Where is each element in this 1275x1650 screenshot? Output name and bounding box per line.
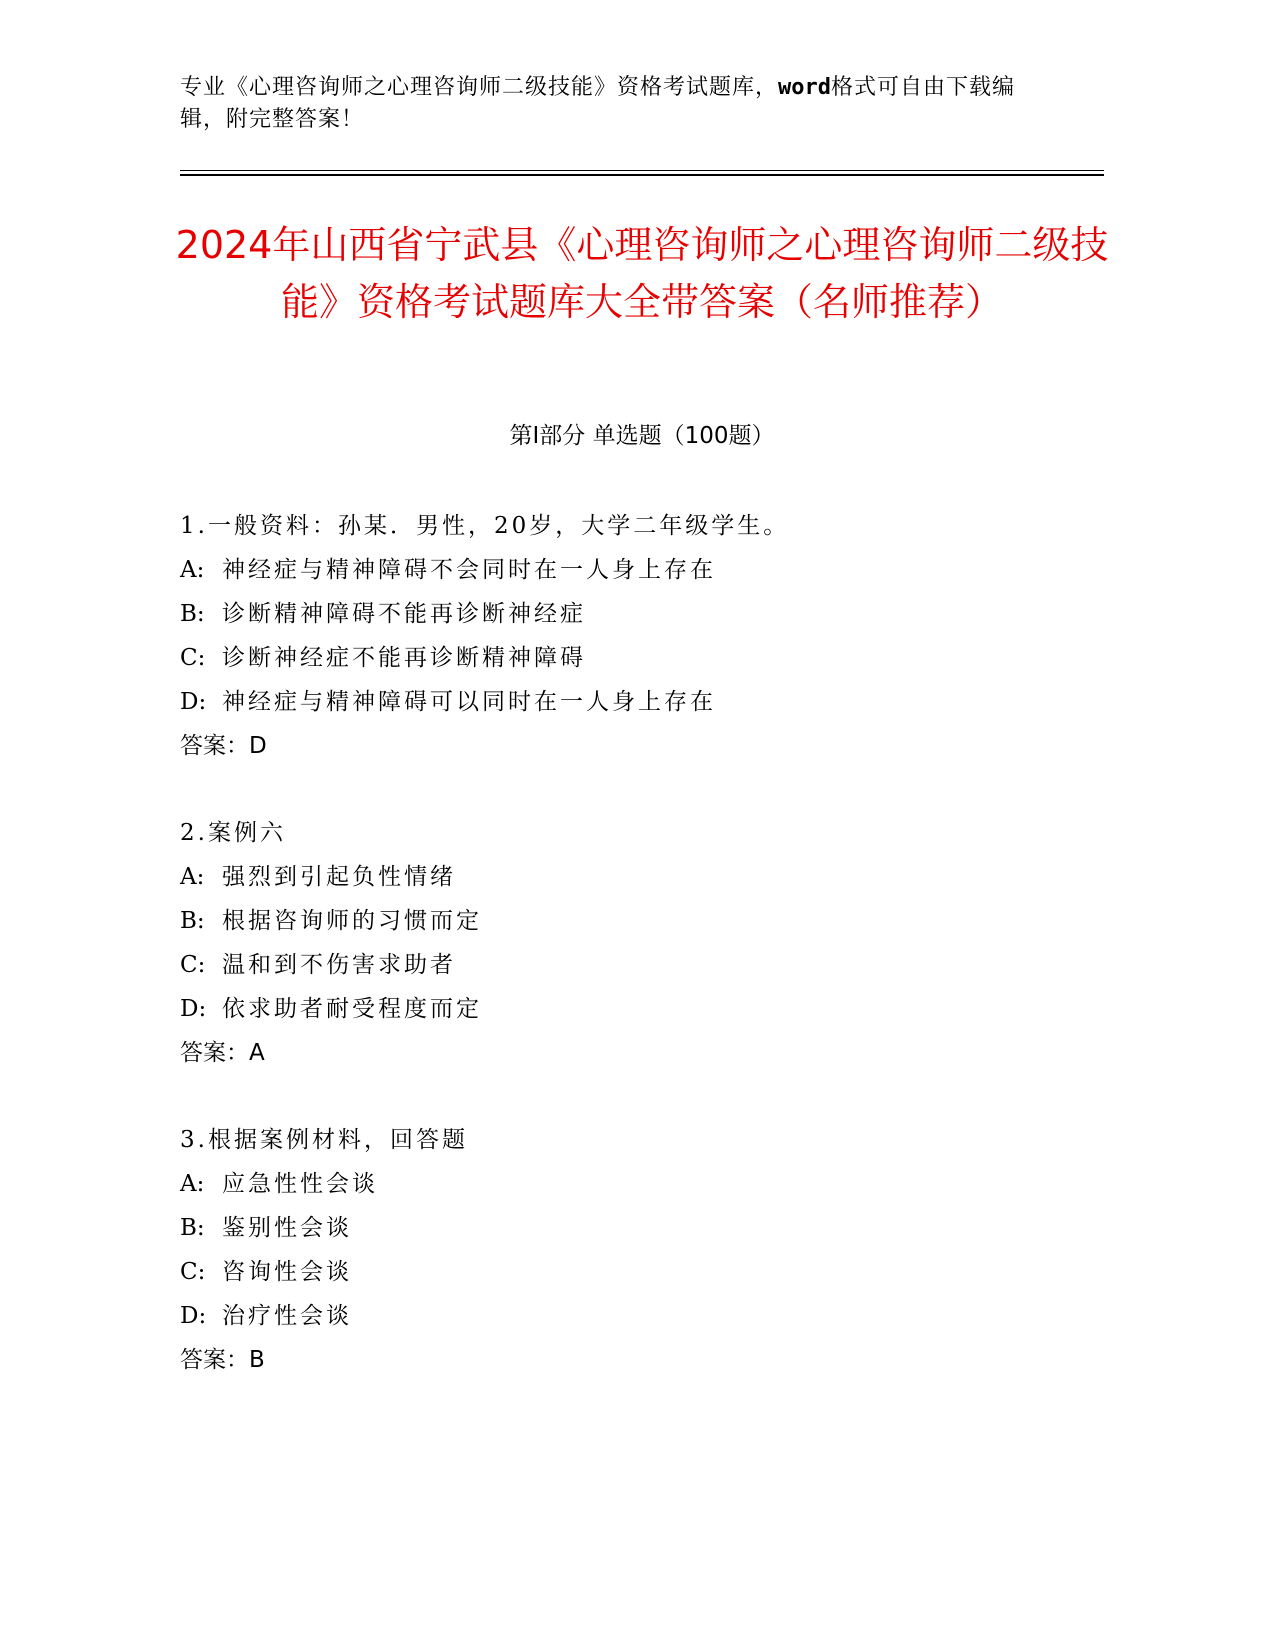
answer-line: 答案：B [180,1347,265,1373]
option-text: 诊断神经症不能再诊断精神障碍 [222,645,586,671]
option-key: A: [180,1171,205,1197]
question-stem: 3.根据案例材料，回答题 [180,1127,468,1153]
section-title: 第Ⅰ部分 单选题（100题） [509,423,775,449]
question-list [180,504,1100,1425]
document-title: 2024年山西省宁武县《心理咨询师之心理咨询师二级技能》资格考试题库大全带答案（名师推荐） [175,223,1109,324]
question-3 [180,1118,1100,1382]
option-a [180,1162,1100,1206]
header-note-word: word [778,75,831,100]
option-key: B: [180,1215,205,1241]
answer-line: 答案：D [180,733,267,759]
option-text: 诊断精神障碍不能再诊断神经症 [222,601,586,627]
option-c [180,1250,1100,1294]
option-b [180,592,1100,636]
header-note [180,72,1060,136]
option-d [180,987,1100,1031]
option-text: 咨询性会谈 [222,1259,352,1285]
option-c [180,636,1100,680]
option-key: C: [180,952,206,978]
option-text: 温和到不伤害求助者 [222,952,456,978]
option-key: B: [180,908,205,934]
option-key: D: [180,1303,207,1329]
option-c [180,943,1100,987]
question-stem: 1.一般资料：孙某．男性，20岁，大学二年级学生。 [180,513,790,539]
option-text: 鉴别性会谈 [222,1215,352,1241]
option-b [180,899,1100,943]
question-2 [180,811,1100,1075]
header-note-part2: 格式可自由下载编辑，附完整答案！ [180,75,1016,132]
header-divider-thick [180,174,1104,176]
option-text: 依求助者耐受程度而定 [222,996,482,1022]
option-text: 强烈到引起负性情绪 [222,864,456,890]
option-a [180,855,1100,899]
option-key: D: [180,689,207,715]
option-d [180,680,1100,724]
option-a [180,548,1100,592]
option-key: C: [180,1259,206,1285]
option-key: B: [180,601,205,627]
question-stem: 2.案例六 [180,820,286,846]
option-text: 神经症与精神障碍可以同时在一人身上存在 [222,689,716,715]
option-d [180,1294,1100,1338]
header-divider-thin [180,170,1104,171]
header-note-part1: 专业《心理咨询师之心理咨询师二级技能》资格考试题库， [180,75,779,100]
option-text: 应急性性会谈 [222,1171,378,1197]
option-b [180,1206,1100,1250]
question-1 [180,504,1100,768]
option-text: 神经症与精神障碍不会同时在一人身上存在 [222,557,716,583]
answer-line: 答案：A [180,1040,265,1066]
option-text: 根据咨询师的习惯而定 [222,908,482,934]
option-key: A: [180,864,205,890]
option-key: C: [180,645,206,671]
option-key: D: [180,996,207,1022]
option-text: 治疗性会谈 [222,1303,352,1329]
option-key: A: [180,557,205,583]
